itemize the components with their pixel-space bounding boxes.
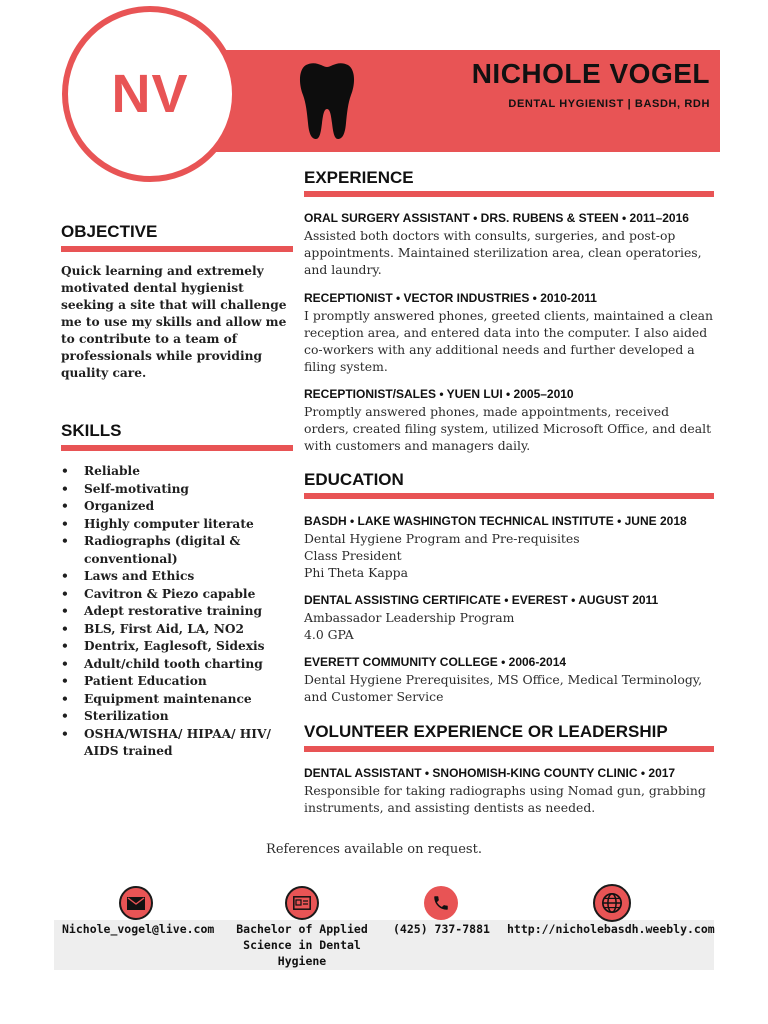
education-entry	[304, 592, 716, 643]
entry-title: EVERETT COMMUNITY COLLEGE • 2006-2014	[304, 655, 567, 669]
entry-title: ORAL SURGERY ASSISTANT • DRS. RUBENS & STEEN • 2011–2016	[304, 211, 689, 225]
education-heading: EDUCATION	[304, 470, 404, 489]
experience-entry	[304, 210, 716, 278]
skill-item: • Dentrix, Eaglesoft, Sidexis	[61, 638, 293, 656]
volunteer-entry	[304, 765, 716, 816]
skill-item: • Reliable	[61, 463, 293, 481]
entry-description	[304, 227, 716, 278]
contact-email[interactable]: Nichole_vogel@live.com	[62, 922, 215, 936]
skill-item: • Laws and Ethics	[61, 568, 293, 586]
objective-heading: OBJECTIVE	[61, 222, 158, 241]
skill-item: • Adept restorative training	[61, 603, 293, 621]
skills-list	[61, 463, 293, 761]
entry-title: RECEPTIONIST • VECTOR INDUSTRIES • 2010-2011	[304, 291, 597, 305]
phone-icon	[424, 886, 458, 920]
entry-line: Dental Hygiene Prerequisites, MS Office, Medical Terminology, and Customer Service	[304, 672, 703, 704]
education-entry	[304, 654, 716, 705]
entry-line: I promptly answered phones, greeted clients, maintained a clean reception area, and entered data into the computer. I also aided co-workers with any additional needs and further developed a filing system.	[304, 308, 714, 374]
contact-degree: Bachelor of Applied Science in Dental Hygiene	[236, 922, 368, 968]
tooth-icon	[298, 61, 356, 141]
skill-item: • Cavitron & Piezo capable	[61, 586, 293, 604]
entry-description	[304, 403, 716, 454]
contact-phone[interactable]: (425) 737-7881	[393, 922, 490, 936]
entry-line: Responsible for taking radiographs using Nomad gun, grabbing instruments, and assisting dentists as needed.	[304, 783, 706, 815]
skills-divider	[61, 445, 293, 451]
skill-item: • Equipment maintenance	[61, 691, 293, 709]
skill-item: • OSHA/WISHA/ HIPAA/ HIV/ AIDS trained	[61, 726, 293, 761]
skill-item: • BLS, First Aid, LA, NO2	[61, 621, 293, 639]
entry-line: Phi Theta Kappa	[304, 565, 408, 580]
entry-description	[304, 782, 716, 816]
education-entry	[304, 513, 716, 581]
monogram-initials: NV	[111, 64, 189, 124]
skill-item: • Sterilization	[61, 708, 293, 726]
entry-line: Promptly answered phones, made appointments, received orders, created filing system, utilized Microsoft Office, and dealt with customers and managers daily.	[304, 404, 712, 453]
objective-text: Quick learning and extremely motivated dental hygienist seeking a site that will challenge me to use my skills and allow me to contribute to a team of professionals while providing quality care.	[61, 264, 287, 380]
entry-line: 4.0 GPA	[304, 627, 354, 642]
skill-item: • Adult/child tooth charting	[61, 656, 293, 674]
entry-description	[304, 671, 716, 705]
volunteer-divider	[304, 746, 714, 752]
skill-item: • Radiographs (digital & conventional)	[61, 533, 293, 568]
contact-website[interactable]: http://nicholebasdh.weebly.com	[507, 922, 715, 936]
certificate-icon	[285, 886, 319, 920]
skill-item: • Organized	[61, 498, 293, 516]
references-text: References available on request.	[266, 842, 482, 857]
globe-icon	[593, 884, 631, 922]
entry-line: Class President	[304, 548, 402, 563]
skill-item: • Highly computer literate	[61, 516, 293, 534]
candidate-name: NICHOLE VOGEL	[471, 58, 710, 89]
monogram-circle	[62, 6, 238, 182]
education-divider	[304, 493, 714, 499]
entry-title: RECEPTIONIST/SALES • YUEN LUI • 2005–2010	[304, 387, 574, 401]
entry-description	[304, 609, 716, 643]
skill-item: • Self-motivating	[61, 481, 293, 499]
volunteer-heading: VOLUNTEER EXPERIENCE OR LEADERSHIP	[304, 722, 668, 741]
objective-divider	[61, 246, 293, 252]
experience-heading: EXPERIENCE	[304, 168, 414, 187]
candidate-tagline: DENTAL HYGIENIST | BASDH, RDH	[508, 98, 710, 110]
skills-heading: SKILLS	[61, 421, 122, 440]
entry-description	[304, 530, 716, 581]
email-icon	[119, 886, 153, 920]
references-note	[0, 842, 768, 857]
entry-title: DENTAL ASSISTANT • SNOHOMISH-KING COUNTY CLINIC • 2017	[304, 766, 676, 780]
entry-line: Dental Hygiene Program and Pre-requisites	[304, 531, 580, 546]
entry-description	[304, 307, 716, 375]
skill-item: • Patient Education	[61, 673, 293, 691]
entry-line: Ambassador Leadership Program	[304, 610, 515, 625]
experience-entry	[304, 386, 716, 454]
experience-divider	[304, 191, 714, 197]
entry-title: BASDH • LAKE WASHINGTON TECHNICAL INSTITUTE • JUNE 2018	[304, 514, 687, 528]
entry-title: DENTAL ASSISTING CERTIFICATE • EVEREST • AUGUST 2011	[304, 593, 659, 607]
entry-line: Assisted both doctors with consults, surgeries, and post-op appointments. Maintained sterilization area, clean operatories, and laundry.	[304, 228, 702, 277]
experience-entry	[304, 290, 716, 375]
